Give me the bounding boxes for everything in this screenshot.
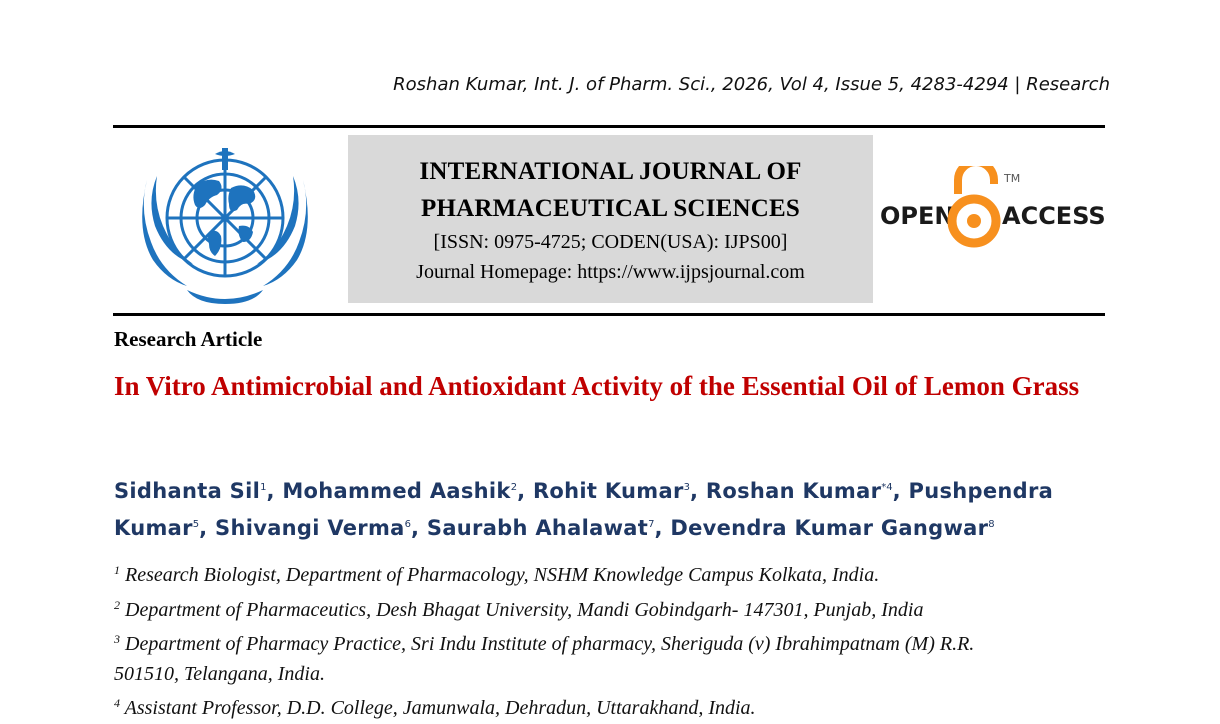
author-name: Roshan Kumar <box>705 479 882 503</box>
open-access-logo <box>878 166 1108 251</box>
affiliation-line <box>114 591 1114 626</box>
header-rule-bottom <box>113 313 1105 316</box>
affiliation-line <box>114 556 1114 591</box>
affiliation-number: 4 <box>114 696 120 710</box>
author-affiliation-marker: 8 <box>988 519 995 530</box>
affiliation-text: Department of Pharmacy Practice, Sri Indu Institute of pharmacy, Sheriguda (v) Ibrahimpatnam (M) R.R. <box>125 633 975 655</box>
author-affiliation-marker: 6 <box>404 519 411 530</box>
author-affiliation-marker: 1 <box>260 482 267 493</box>
journal-homepage: Journal Homepage: https://www.ijpsjournal.com <box>416 261 805 283</box>
author-name: Shivangi Verma <box>215 516 405 540</box>
author-list: Sidhanta Sil$^1$, Mohammed Aashik$^2$, Rohit Kumar$^3$, Roshan Kumar$^{*4}$, Pushpendra Kumar$^5$, Shivangi Verma$^6$, Saurabh Ahalawat$^7$, Devendra Kumar Gangwar$^8$ <box>114 479 1054 540</box>
affiliation-text: Assistant Professor, D.D. College, Jamunwala, Dehradun, Uttarakhand, India. <box>124 697 756 719</box>
author-name: Mohammed Aashik <box>282 479 511 503</box>
affiliation-number: 2 <box>114 597 120 612</box>
author-name: Rohit Kumar <box>532 479 684 503</box>
author-affiliation-marker: 5 <box>192 519 200 530</box>
affiliation-text: Research Biologist, Department of Pharmacology, NSHM Knowledge Campus Kolkata, India. <box>125 564 880 586</box>
running-head: Roshan Kumar, Int. J. of Pharm. Sci., 2026, Vol 4, Issue 5, 4283-4294 | Research <box>393 74 1110 95</box>
affiliation-text: 501510, Telangana, India. <box>114 662 325 685</box>
author-name: Pushpendra Kumar <box>114 479 1054 540</box>
author-affiliation-marker: 2 <box>510 482 518 493</box>
affiliation-line <box>114 660 1114 690</box>
affiliation-text: Department of Pharmaceutics, Desh Bhagat University, Mandi Gobindgarh- 147301, Punjab, India <box>125 598 924 621</box>
author-affiliation-marker: *4 <box>881 482 893 493</box>
affiliation-number: 1 <box>114 563 120 577</box>
author-affiliation-marker: 3 <box>683 482 690 493</box>
un-emblem-logo <box>127 140 324 305</box>
journal-masthead <box>348 135 873 303</box>
open-access-access-text: ACCESS <box>1002 202 1106 230</box>
header-rule-top <box>113 125 1105 128</box>
article-title: In Vitro Antimicrobial and Antioxidant Activity of the Essential Oil of Lemon Grass <box>114 371 1080 401</box>
open-access-open-text: OPEN <box>880 202 955 230</box>
journal-issn: [ISSN: 0975-4725; CODEN(USA): IJPS00] <box>433 231 788 253</box>
journal-name-line1: INTERNATIONAL JOURNAL OF <box>419 158 802 185</box>
author-affiliation-marker: 7 <box>648 519 655 530</box>
author-name: Devendra Kumar Gangwar <box>670 516 989 540</box>
affiliation-number: 3 <box>114 632 120 646</box>
affiliation-list <box>114 556 1114 724</box>
article-type: Research Article <box>114 327 263 351</box>
lock-keyhole <box>967 214 981 228</box>
trademark-mark: TM <box>1004 172 1021 185</box>
journal-name-line2: PHARMACEUTICAL SCIENCES <box>421 195 800 222</box>
affiliation-line <box>114 625 1114 660</box>
author-name: Saurabh Ahalawat <box>426 516 649 540</box>
author-name: Sidhanta Sil <box>114 479 261 503</box>
open-lock-shackle <box>958 166 994 194</box>
affiliation-line <box>114 689 1114 724</box>
